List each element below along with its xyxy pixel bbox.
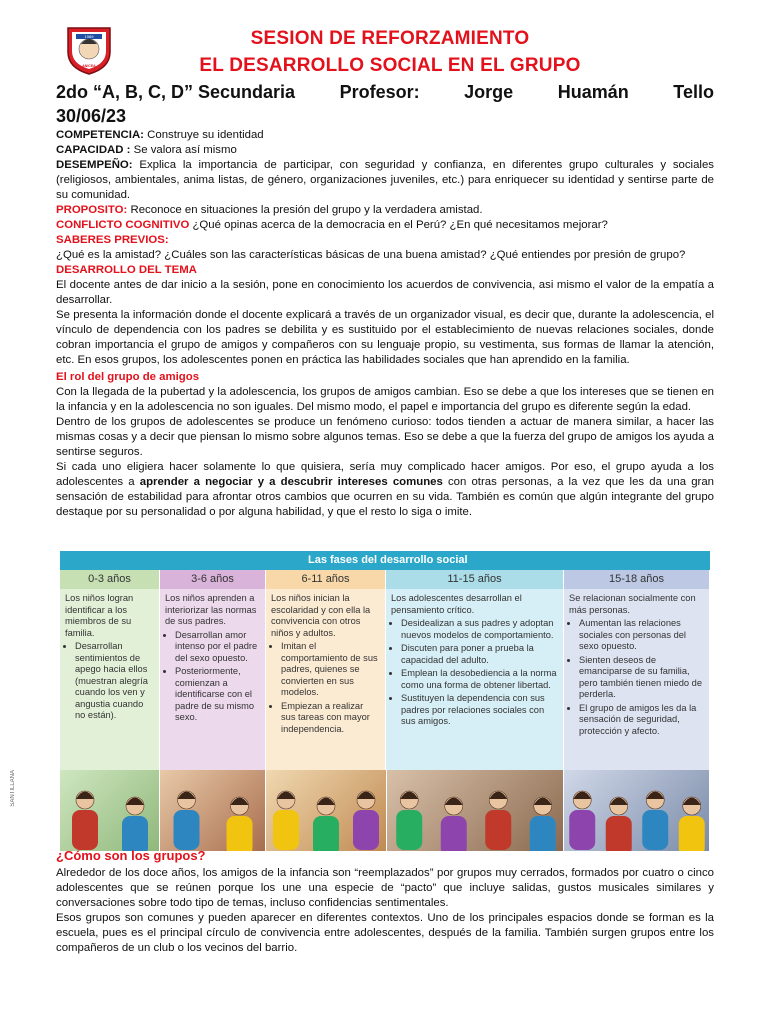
person-hair xyxy=(178,792,196,800)
phase-bullet: • Desarrollan amor intenso por el padre del sexo opuesto. xyxy=(175,630,260,665)
teacher-first-name: Jorge xyxy=(464,82,514,102)
proposito-line xyxy=(56,203,714,218)
person-hair xyxy=(76,792,94,800)
person-hair xyxy=(646,792,664,800)
phase-intro: Los niños inician la escolaridad y con ella la convivencia con otros niños y adultos. xyxy=(271,593,371,638)
session-title: SESION DE REFORZAMIENTO xyxy=(250,28,530,49)
phase-bullets xyxy=(569,618,704,737)
topic-title: EL DESARROLLO SOCIAL EN EL GRUPO xyxy=(199,55,581,76)
phase-header: 0-3 años xyxy=(60,570,159,589)
phase-body xyxy=(564,589,709,743)
phase-header: 6-11 años xyxy=(266,570,385,589)
phase-column xyxy=(60,570,160,770)
person-hair xyxy=(444,798,462,806)
phase-column xyxy=(386,570,564,770)
phase-intro: Se relacionan socialmente con más personas. xyxy=(569,593,696,615)
person-body xyxy=(273,810,299,850)
capacidad-label: CAPACIDAD : xyxy=(56,144,131,156)
development-phases-table xyxy=(60,551,710,851)
phase-header: 11-15 años xyxy=(386,570,563,589)
phase-photo xyxy=(387,770,565,851)
person-hair xyxy=(489,792,507,800)
proposito-text: Reconoce en situaciones la presión del grupo y la verdadera amistad. xyxy=(127,204,483,216)
people-illustration xyxy=(387,770,565,851)
grade-teacher-line xyxy=(56,82,714,103)
capacidad-text: Se valora así mismo xyxy=(130,144,237,156)
phase-bullets xyxy=(165,630,260,724)
person-body xyxy=(679,816,705,851)
phase-photo xyxy=(564,770,710,851)
rol-paragraph-2: Dentro de los grupos de adolescentes se produce un fenómeno curioso: todos tienden a actuar de manera similar, a hacer las mismas cosas y a decir que piensan lo mismo sobre algunos temas. Eso se debe a que la fuerza del grupo de amigos los ayuda a sentirse seguros. xyxy=(56,416,714,458)
phase-column xyxy=(564,570,710,770)
person-hair xyxy=(610,798,628,806)
person-hair xyxy=(573,792,591,800)
phase-bullet: • Sustituyen la dependencia con sus padres por relaciones sociales con sus amigos. xyxy=(401,693,558,728)
teacher-label: Profesor: xyxy=(339,82,420,102)
section-paragraph-1: Alrededor de los doce años, los amigos de la infancia son “reemplazados” por grupos muy cerrados, formados por cuatro o cinco adolescentes que se reúnen porque los une una especie de “pacto” que incluye salidas, gustos musicales similares y conversaciones sobre todo tipo de temas, incluso confidencias sentimentales. xyxy=(56,867,714,909)
phase-body xyxy=(386,589,563,734)
phase-bullet: • Discuten para poner a prueba la capacidad del adulto. xyxy=(401,643,558,666)
people-illustration xyxy=(160,770,266,851)
people-illustration xyxy=(266,770,386,851)
people-illustration xyxy=(60,770,160,851)
person-hair xyxy=(400,792,418,800)
section-title: ¿Cómo son los grupos? xyxy=(56,848,206,863)
phase-bullet: • Empiezan a realizar sus tareas con mayor independencia. xyxy=(281,701,380,736)
conflicto-text: ¿Qué opinas acerca de la democracia en el Perú? ¿En qué necesitamos mejorar? xyxy=(189,219,608,231)
rol-paragraph-1: Con la llegada de la pubertad y la adolescencia, los grupos de amigos cambian. Eso se debe a que los intereses que se tienen en la infancia y en la adolescencia no son iguales. Del mismo modo, el papel e importancia del grupo es diferente según la edad. xyxy=(56,386,714,413)
person-body xyxy=(529,816,555,851)
svg-text:1989: 1989 xyxy=(84,34,94,40)
teacher-last-name-1: Huamán xyxy=(557,82,629,102)
grade: 2do “A, B, C, D” Secundaria xyxy=(56,82,296,102)
competencia-line xyxy=(56,128,714,143)
saberes-text: ¿Qué es la amistad? ¿Cuáles son las características básicas de una buena amistad? ¿Qué entiendes por presión de grupo? xyxy=(56,249,686,261)
phase-bullet: • Emplean la desobediencia a la norma como una forma de obtener libertad. xyxy=(401,668,558,691)
phase-body xyxy=(60,589,159,728)
person-body xyxy=(174,810,200,850)
person-body xyxy=(353,810,379,850)
table-columns xyxy=(60,570,710,770)
person-body xyxy=(227,816,253,851)
person-body xyxy=(396,810,422,850)
session-date: 30/06/23 xyxy=(56,106,127,126)
rol-p3-emphasis: aprender a negociar y a descubrir intereses comunes xyxy=(139,476,443,488)
rol-title: El rol del grupo de amigos xyxy=(56,371,200,383)
phase-column xyxy=(160,570,266,770)
section-body xyxy=(56,866,714,956)
person-hair xyxy=(317,798,335,806)
copyright-note: SANTILLANA xyxy=(10,770,16,807)
proposito-label: PROPOSITO: xyxy=(56,204,128,216)
person-body xyxy=(606,816,632,851)
saberes-label: SABERES PREVIOS: xyxy=(56,234,169,246)
desempeno-text: Explica la importancia de participar, con seguridad y confianza, en diferentes grupo culturales y sociales (religiosos, ambientales, anima listas, de género, organizaciones juveniles, etc.) para enriquecer su identidad y sentirse parte de su comunidad. xyxy=(56,159,714,201)
phase-intro: Los niños logran identificar a los miembros de su familia. xyxy=(65,593,134,638)
person-body xyxy=(485,810,511,850)
person-hair xyxy=(277,792,295,800)
svg-text:ANICEA: ANICEA xyxy=(82,64,96,68)
rol-p3-part2: con otras personas, a la vez que les da una gran sensación de estabilidad para afrontar otros cambios que ocurren en su vida. También es común que algún integrante del grupo destaque por su personalidad o por alguna habilidad, y que el resto lo siga o imite. xyxy=(56,476,714,518)
teacher-last-name-2: Tello xyxy=(673,82,714,102)
rol-p3-part1: Si cada uno eligiera hacer solamente lo que quisiera, sería muy complicado hacer amigos. Por eso, el grupo ayuda a los adolescentes a xyxy=(56,461,714,488)
table-title: Las fases del desarrollo social xyxy=(60,551,710,570)
person-body xyxy=(642,810,668,850)
phase-header: 3-6 años xyxy=(160,570,265,589)
section-paragraph-2: Esos grupos son comunes y pueden aparecer en diferentes contextos. Uno de los principales espacios donde se forman es la escuela, pues es el principal círculo de convivencia entre adolescentes, después de la familia. También surgen grupos entre los compañeros de un club o los vecinos del barrio. xyxy=(56,912,714,954)
phase-intro: Los adolescentes desarrollan el pensamiento crítico. xyxy=(391,593,522,615)
phase-bullet: • El grupo de amigos les da la sensación de seguridad, protección y afecto. xyxy=(579,703,704,738)
phase-bullet: • Aumentan las relaciones sociales con personas del sexo opuesto. xyxy=(579,618,704,653)
desarrollo-paragraph-1: El docente antes de dar inicio a la sesión, pone en conocimiento los acuerdos de convivencia, asi mismo el valor de la empatía a desarrollar. xyxy=(56,279,714,306)
phase-photo xyxy=(60,770,160,851)
desempeno-label: DESEMPEÑO: xyxy=(56,159,133,171)
desarrollo-label: DESARROLLO DEL TEMA xyxy=(56,264,197,276)
phase-bullets xyxy=(391,618,558,728)
phase-column xyxy=(266,570,386,770)
rol-paragraph-3 xyxy=(56,460,714,520)
phase-photo xyxy=(160,770,266,851)
phase-bullet: • Desarrollan sentimientos de apego hacia ellos (muestran alegría cuando los ven y angustia cuando no están). xyxy=(75,641,154,722)
school-crest-logo xyxy=(62,22,116,76)
phase-body xyxy=(266,589,385,741)
person-hair xyxy=(357,792,375,800)
phase-body xyxy=(160,589,265,730)
phase-bullet: • Desidealizan a sus padres y adoptan nuevos modelos de comportamiento. xyxy=(401,618,558,641)
person-hair xyxy=(533,798,551,806)
phase-intro: Los niños aprenden a interiorizar las normas de sus padres. xyxy=(165,593,257,626)
phase-bullet: • Posteriormente, comienzan a identificarse con el padre de su mismo sexo. xyxy=(175,666,260,724)
person-hair xyxy=(231,798,249,806)
phase-bullet: • Sienten deseos de emanciparse de su familia, pero también tienen miedo de perderla. xyxy=(579,655,704,701)
competencia-text: Construye su identidad xyxy=(143,129,264,141)
conflicto-label: CONFLICTO COGNITIVO xyxy=(56,219,190,231)
session-body xyxy=(56,128,714,520)
person-body xyxy=(72,810,98,850)
phase-bullets xyxy=(65,641,154,722)
conflicto-line xyxy=(56,218,714,233)
person-body xyxy=(313,816,339,851)
person-hair xyxy=(126,798,144,806)
phase-bullet: • Imitan el comportamiento de sus padres, quienes se convierten en sus modelos. xyxy=(281,641,380,699)
desarrollo-paragraph-2: Se presenta la información donde el docente explicará a través de un organizador visual, es decir que, durante la adolescencia, el vínculo de dependencia con los padres se debilita y es sustituido por el establecimiento de nuevas relaciones sociales, donde cobran importancia el grupo de amigos y compañeros con su lenguaje propio, su vestimenta, sus formas de llamar la atención, etc. En esos grupos, los adolescentes ponen en práctica las habilidades sociales que han aprendido en la familia. xyxy=(56,309,714,366)
capacidad-line xyxy=(56,143,714,158)
table-photo-strip xyxy=(60,770,710,851)
person-body xyxy=(569,810,595,850)
people-illustration xyxy=(564,770,710,851)
phase-photo xyxy=(266,770,386,851)
desempeno-line xyxy=(56,158,714,203)
phase-header: 15-18 años xyxy=(564,570,709,589)
person-hair xyxy=(683,798,701,806)
competencia-label: COMPETENCIA: xyxy=(56,129,144,141)
person-body xyxy=(122,816,148,851)
phase-bullets xyxy=(271,641,380,735)
person-body xyxy=(440,816,466,851)
